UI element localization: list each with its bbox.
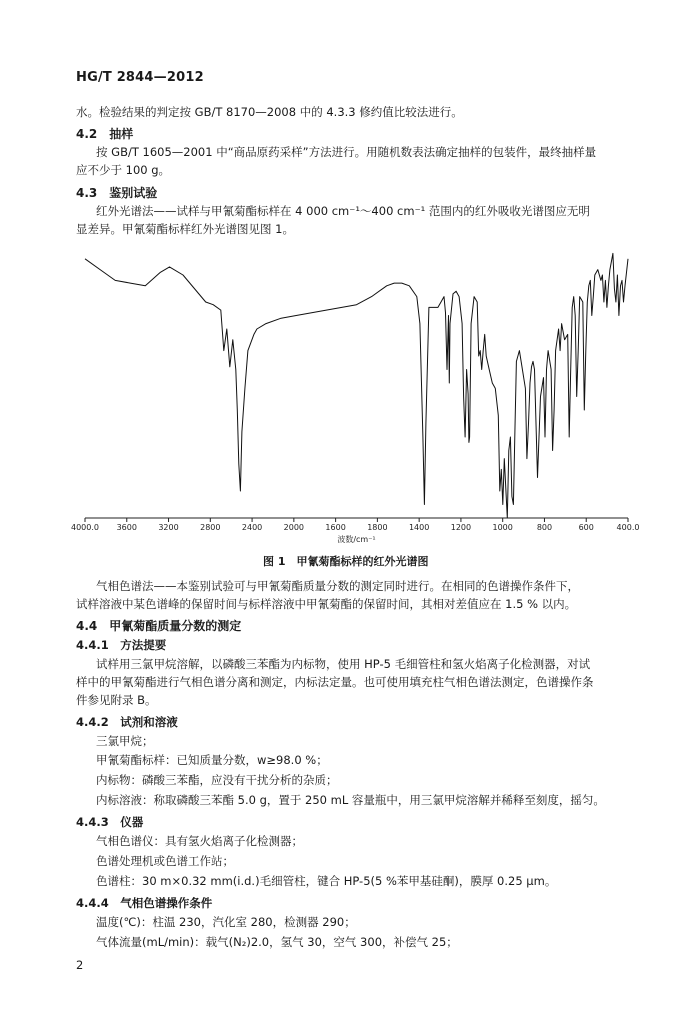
section-heading: 4.4.2 试剂和溶液	[76, 715, 178, 729]
x-tick-label: 1600	[325, 523, 346, 532]
section-heading: 4.3 鉴别试验	[76, 186, 158, 200]
paragraph-line: 件参见附录 B。	[76, 693, 157, 707]
paragraph-line: 内标溶液：称取磷酸三苯酯 5.0 g，置于 250 mL 容量瓶中，用三氯甲烷溶解并稀释至刻度，摇匀。	[96, 793, 605, 807]
x-tick-label: 400.0	[616, 523, 640, 532]
x-tick-label: 4000.0	[71, 523, 99, 532]
paragraph-line: 显差异。甲氰菊酯标样红外光谱图见图 1。	[76, 222, 294, 236]
x-tick-label: 800	[536, 523, 553, 532]
plot-area	[71, 253, 639, 544]
paragraph-line: 内标物：磷酸三苯酯，应没有干扰分析的杂质；	[96, 773, 338, 787]
x-tick-label: 600	[578, 523, 594, 532]
section-heading: 4.4 甲氰菊酯质量分数的测定	[76, 619, 242, 633]
x-tick-label: 3200	[158, 523, 179, 532]
section-heading: 4.4.3 仪器	[76, 815, 144, 829]
spectrum-series-line	[85, 253, 628, 518]
paragraph-line: 色谱处理机或色谱工作站；	[96, 854, 234, 868]
x-tick-label: 2400	[241, 523, 263, 532]
x-tick-label: 1400	[408, 523, 430, 532]
section-heading: 4.4.4 气相色谱操作条件	[76, 896, 213, 910]
section-heading: 4.2 抽样	[76, 127, 134, 141]
paragraph-line: 按 GB/T 1605—2001 中“商品原药采样”方法进行。用随机数表法确定抽样的包装件，最终抽样量	[96, 145, 597, 159]
paragraph-line: 试样溶液中某色谱峰的保留时间与标样溶液中甲氰菊酯的保留时间，其相对差值应在 1.5 % 以内。	[76, 597, 577, 611]
paragraph-line: 试样用三氯甲烷溶解，以磷酸三苯酯为内标物，使用 HP-5 毛细管柱和氢火焰离子化检测器，对试	[96, 657, 591, 671]
paragraph-line: 气体流量(mL/min)：载气(N₂)2.0，氢气 30，空气 300，补偿气 25；	[96, 935, 458, 949]
paragraph-line: 样中的甲氰菊酯进行气相色谱分离和测定，内标法定量。也可使用填充柱气相色谱法测定，色谱操作条	[76, 675, 594, 689]
paragraph-line: 红外光谱法——试样与甲氰菊酯标样在 4 000 cm⁻¹～400 cm⁻¹ 范围内的红外吸收光谱图应无明	[96, 204, 590, 218]
paragraph-line: 应不少于 100 g。	[76, 163, 171, 177]
x-tick-label: 1800	[367, 523, 388, 532]
paragraph-line: 水。检验结果的判定按 GB/T 8170—2008 中的 4.3.3 修约值比较法进行。	[76, 105, 463, 119]
paragraph-line: 气相色谱法——本鉴别试验可与甲氰菊酯质量分数的测定同时进行。在相同的色谱操作条件下，	[96, 579, 579, 593]
paragraph-line: 色谱柱：30 m×0.32 mm(i.d.)毛细管柱，键合 HP-5(5 %苯甲基硅酮)，膜厚 0.25 μm。	[96, 874, 557, 888]
x-axis-label: 波数/cm⁻¹	[337, 535, 376, 544]
x-tick-label: 1200	[450, 523, 472, 532]
section-heading: 4.4.1 方法提要	[76, 638, 167, 652]
paragraph-line: 温度(℃)：柱温 230，汽化室 280，检测器 290；	[96, 915, 356, 929]
paragraph-line: 气相色谱仪：具有氢火焰离子化检测器；	[96, 834, 303, 848]
x-tick-label: 1000	[492, 523, 513, 532]
x-tick-label: 3600	[116, 523, 137, 532]
paragraph-line: 甲氰菊酯标样：已知质量分数，w≥98.0 %；	[96, 753, 328, 767]
standard-header: HG/T 2844—2012	[76, 70, 204, 85]
paragraph-line: 三氯甲烷；	[96, 734, 154, 748]
x-tick-label: 2000	[283, 523, 305, 532]
figure-caption: 图 1 甲氰菊酯标样的红外光谱图	[263, 555, 429, 568]
x-tick-label: 2800	[200, 523, 221, 532]
page-number: 2	[76, 958, 84, 972]
